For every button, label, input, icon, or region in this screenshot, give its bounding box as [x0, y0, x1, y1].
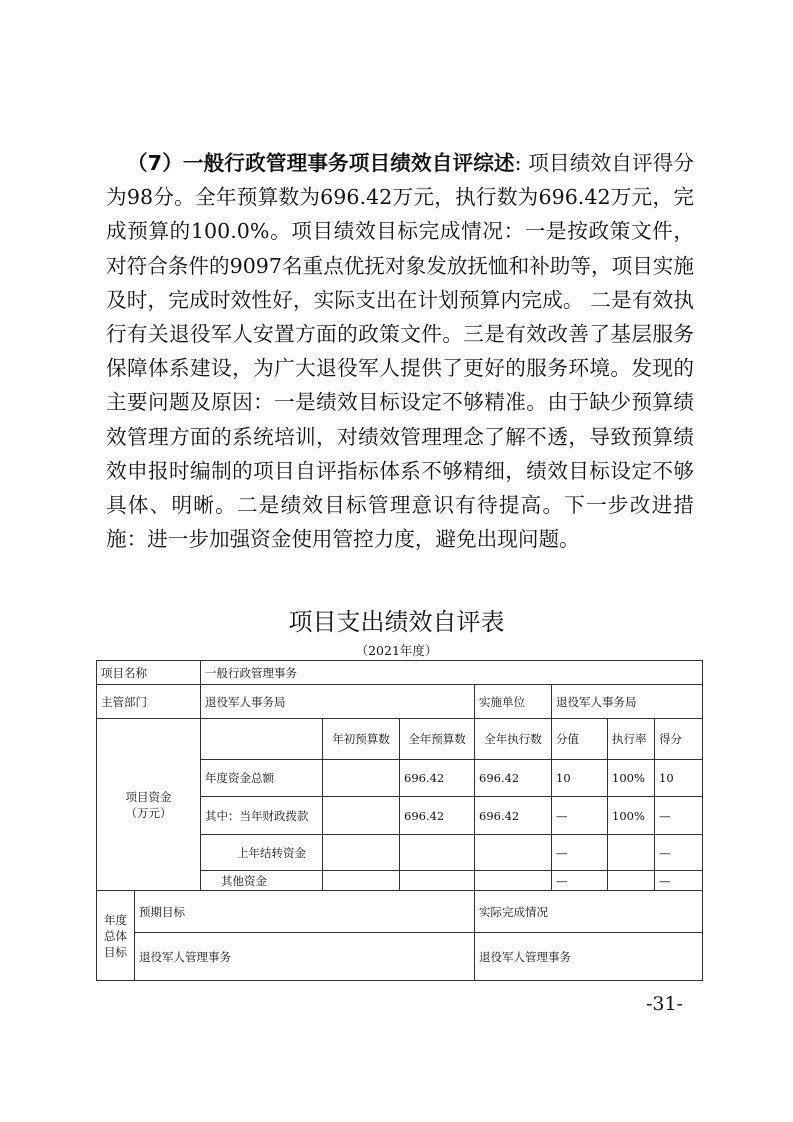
header-init-budget: 年初预算数 [323, 719, 400, 760]
expected-goal: 退役军人管理事务 [135, 933, 475, 981]
table-year: （2021年度） [355, 643, 438, 658]
actual-completion: 退役军人管理事务 [475, 933, 703, 981]
header-score: 得分 [655, 719, 703, 760]
table-row [97, 933, 703, 981]
row-rate [608, 871, 655, 891]
project-name: 一般行政管理事务 [201, 661, 703, 685]
row-rate: 100% [608, 760, 655, 797]
row-annual [400, 871, 475, 891]
row-init [323, 797, 400, 835]
dept-label: 主管部门 [97, 685, 201, 719]
row-init [323, 871, 400, 891]
goal-label-line1: 年度 [104, 912, 127, 927]
row-score-value: — [552, 835, 608, 871]
table-title: 项目支出绩效自评表 [288, 608, 505, 636]
project-name-label: 项目名称 [97, 661, 201, 685]
row-rate: 100% [608, 797, 655, 835]
row-init [323, 760, 400, 797]
dept: 退役军人事务局 [201, 685, 475, 719]
header-score-value: 分值 [552, 719, 608, 760]
row-score-value: — [552, 871, 608, 891]
paragraph-body: : 项目绩效自评得分为98分。全年预算数为696.42万元，执行数为696.42万元，完成预算的100.0%。项目绩效目标完成情况：一是按政策文件，对符合条件的9097名重点优抚对象发放抚恤和补助等，项目实施及时，完成时效性好，实际支出在计划预算内完成。 二是有效执行有关退役军人安置方面的政策文件。三是有效改善了基层服务保障体系建设，为广大退役军人提供了更好的服务环境。发现的主要问题及原因：一是绩效目标设定不够精准。由于缺少预算绩效管理方面的系统培训，对绩效管理理念了解不透，导致预算绩效申报时编制的项目自评指标体系不够精细，绩效目标设定不够具体、明晰。二是绩效目标管理意识有待提高。下一步改进措施：进一步加强资金使用管控力度，避免出现问题。 [106, 151, 695, 552]
row-score-value: 10 [552, 760, 608, 797]
row-annual [400, 835, 475, 871]
actual-completion-label: 实际完成情况 [475, 891, 703, 933]
row-label: 上年结转资金 [201, 835, 323, 871]
funds-label [97, 719, 201, 891]
performance-table [96, 660, 703, 981]
row-init [323, 835, 400, 871]
table-row [97, 719, 703, 760]
funds-label-line2: （万元） [125, 805, 172, 820]
row-annual: 696.42 [400, 797, 475, 835]
funds-label-line1: 项目资金 [125, 789, 172, 804]
row-exec: 696.42 [475, 760, 552, 797]
row-score: — [655, 835, 703, 871]
goal-label-line3: 目标 [104, 944, 127, 959]
header-exec-rate: 执行率 [608, 719, 655, 760]
header-annual-exec: 全年执行数 [475, 719, 552, 760]
row-label: 其他资金 [201, 871, 323, 891]
header-blank [201, 719, 323, 760]
row-exec [475, 835, 552, 871]
row-exec [475, 871, 552, 891]
row-label: 其中：当年财政拨款 [201, 797, 323, 835]
page-number: -31- [646, 993, 684, 1015]
paragraph-lead: （7）一般行政管理事务项目绩效自评综述 [127, 151, 515, 175]
row-score-value: — [552, 797, 608, 835]
goal-label-line2: 总体 [104, 928, 127, 943]
row-score: — [655, 871, 703, 891]
goal-label [97, 891, 135, 981]
row-score: 10 [655, 760, 703, 797]
row-score: — [655, 797, 703, 835]
impl: 退役军人事务局 [552, 685, 703, 719]
impl-label: 实施单位 [475, 685, 552, 719]
table-row [97, 685, 703, 719]
row-rate [608, 835, 655, 871]
row-exec: 696.42 [475, 797, 552, 835]
summary-paragraph [106, 146, 694, 556]
expected-goal-label: 预期目标 [135, 891, 475, 933]
table-row [97, 661, 703, 685]
row-label: 年度资金总额 [201, 760, 323, 797]
row-annual: 696.42 [400, 760, 475, 797]
header-annual-budget: 全年预算数 [400, 719, 475, 760]
table-row [97, 891, 703, 933]
